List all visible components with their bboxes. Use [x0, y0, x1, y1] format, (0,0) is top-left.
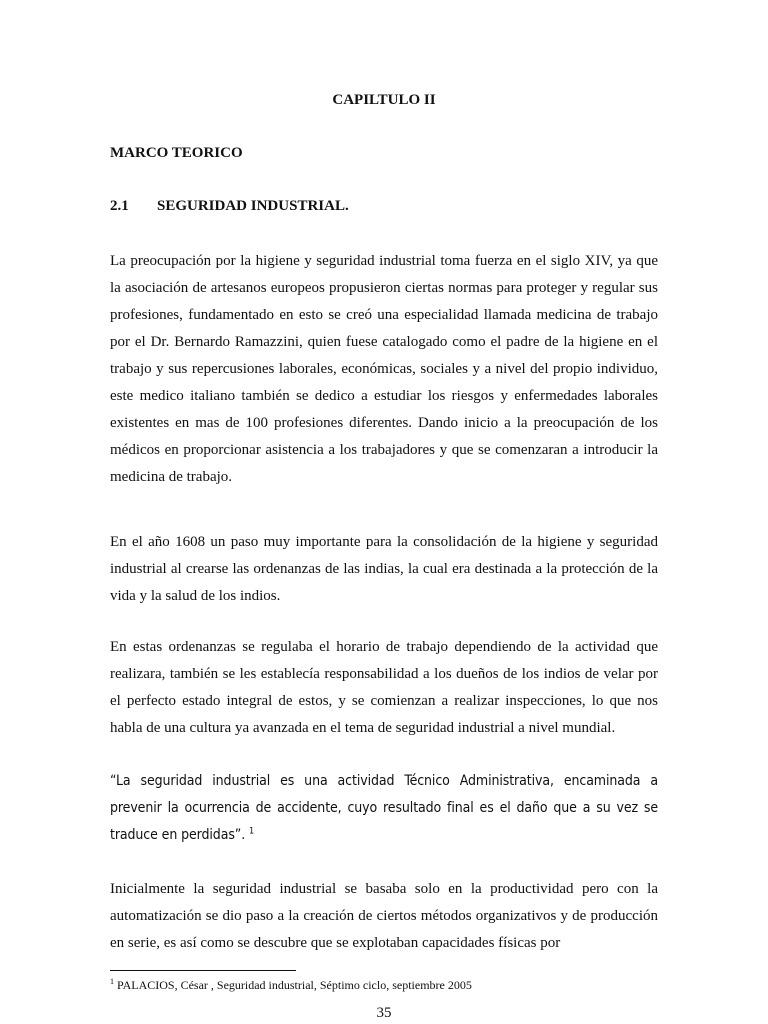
- footnote: [110, 978, 472, 993]
- quote-paragraph: [110, 768, 658, 849]
- quote-text: “La seguridad industrial es una actividad Técnico Administrativa, encaminada a prevenir la ocurrencia de accidente, cuyo resultado final es el daño que a su vez se traduce en perdidas”.: [110, 773, 658, 843]
- subsection-title: SEGURIDAD INDUSTRIAL.: [157, 198, 349, 214]
- footnote-divider: [110, 970, 296, 971]
- page-number: 35: [376, 1005, 392, 1021]
- paragraph-1: La preocupación por la higiene y seguridad industrial toma fuerza en el siglo XIV, ya que la asociación de artesanos europeos propusieron ciertas normas para proteger y regular sus profesiones, fundamentado en esto se creó una especialidad llamada medicina de trabajo por el Dr. Bernardo Ramazzini, quien fuese catalogado como el padre de la higiene en el trabajo y sus repercusiones laborales, económicas, sociales y a nivel del propio individuo, este medico italiano también se dedico a estudiar los riesgos y enfermedades laborales existentes en mas de 100 profesiones diferentes. Dando inicio a la preocupación de los médicos en proporcionar asistencia a los trabajadores y que se comenzaran a introducir la medicina de trabajo.: [110, 253, 658, 485]
- chapter-title: CAPILTULO II: [332, 92, 436, 108]
- subsection-number: 2.1: [110, 198, 129, 214]
- paragraph-4: Inicialmente la seguridad industrial se basaba solo en la productividad pero con la automatización se dio paso a la creación de ciertos métodos organizativos y de producción en serie, es así como se descubre que se explotaban capacidades físicas por: [110, 881, 658, 951]
- subsection-heading: [110, 198, 349, 215]
- paragraph-2: En el año 1608 un paso muy importante para la consolidación de la higiene y seguridad industrial al crearse las ordenanzas de las indias, la cual era destinada a la protección de la vida y la salud de los indios.: [110, 534, 658, 604]
- section-title: MARCO TEORICO: [110, 145, 243, 161]
- quote-footnote-marker: 1: [249, 826, 255, 837]
- paragraph-3: En estas ordenanzas se regulaba el horario de trabajo dependiendo de la actividad que realizara, también se les establecía responsabilidad a los dueños de los indios de velar por el perfecto estado integral de estos, y se comienzan a realizar inspecciones, lo que nos habla de una cultura ya avanzada en el tema de seguridad industrial a nivel mundial.: [110, 639, 658, 736]
- footnote-marker: 1: [110, 977, 114, 986]
- footnote-text: PALACIOS, César , Seguridad industrial, Séptimo ciclo, septiembre 2005: [114, 978, 472, 992]
